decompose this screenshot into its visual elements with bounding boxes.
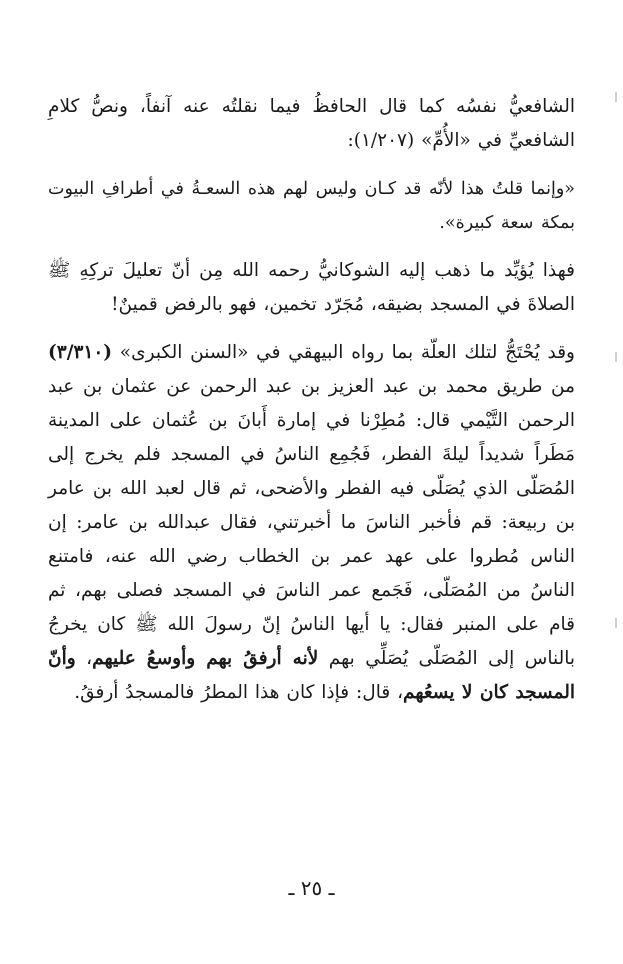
- bold-text-run: (٣/٣١٠): [48, 342, 113, 363]
- text-run: فهذا يُؤيِّد ما ذهب إليه الشوكانيُّ رحمه الله مِن أنّ تعليلَ تركِهِ ﷺ الصلاةَ في المسجد بضيقه، مُجَرّد تخمين، فهو بالرفض قمينٌ!: [48, 260, 575, 315]
- bold-text-run: وأنّ المسجد كان لا يسعُهم: [48, 648, 575, 703]
- scan-mark: [615, 618, 617, 628]
- scan-mark: [615, 352, 617, 362]
- text-run: ، قال: فإذا كان هذا المطرُ فالمسجدُ أرفقُ.: [74, 682, 404, 703]
- paragraph-p3: [48, 254, 575, 322]
- text-run: من طريق محمد بن عبد العزيز بن عبد الرحمن عن عثمان بن عبد الرحمن التَّيْمي قال: مُطِرْنا في إمارة أَبانَ بن عُثمان على المدينة مَطَراً شديداً ليلةَ الفطر، فَجُمِع الناسُ في المسجد فلم يخرج إلى المُصَلّى الذي يُصَلّى فيه الفطر والأضحى، ثم قال لعبد الله بن عامر بن ربيعة: قم فأخبر الناسَ ما أخبرتني، فقال عبدالله بن عامر: إن الناس مُطروا على عهد عمر بن الخطاب رضي الله عنه، فامتنع الناسُ من المُصَلّى، فَجَمع عمر الناسَ في المسجد فصلى بهم، ثم قام على المنبر فقال: يا أيها الناسُ إنّ رسولَ الله ﷺ كان يخرجُ بالناس إلى المُصَلّى يُصَلِّي بهم: [48, 376, 576, 669]
- paragraph-p4: [48, 336, 575, 710]
- body-text: [48, 90, 575, 710]
- bold-text-run: لأنه أرفقُ بهم وأوسعُ عليهم: [92, 648, 319, 669]
- paragraph-p1: [48, 90, 575, 158]
- page-number: ـ ٢٥ ـ: [288, 876, 335, 900]
- scan-mark: [615, 92, 617, 102]
- text-run: الشافعيُّ نفسُه كما قال الحافظُ فيما نقلتُه عنه آنفاً، ونصُّ كلامِ الشافعيِّ في «الأُمِّ» (١/٢٠٧):: [48, 96, 575, 151]
- text-run: وقد يُحْتَجُّ لتلك العلّة بما رواه البيهقي في «السنن الكبرى»: [112, 342, 575, 363]
- paragraph-p2: [48, 172, 575, 240]
- text-run: «وإنما قلتُ هذا لأنّه قد كـان وليس لهم هذه السعـةُ في أطرافِ البيوت بمكة سعة كبيرة».: [48, 179, 575, 233]
- text-run: ،: [75, 648, 93, 669]
